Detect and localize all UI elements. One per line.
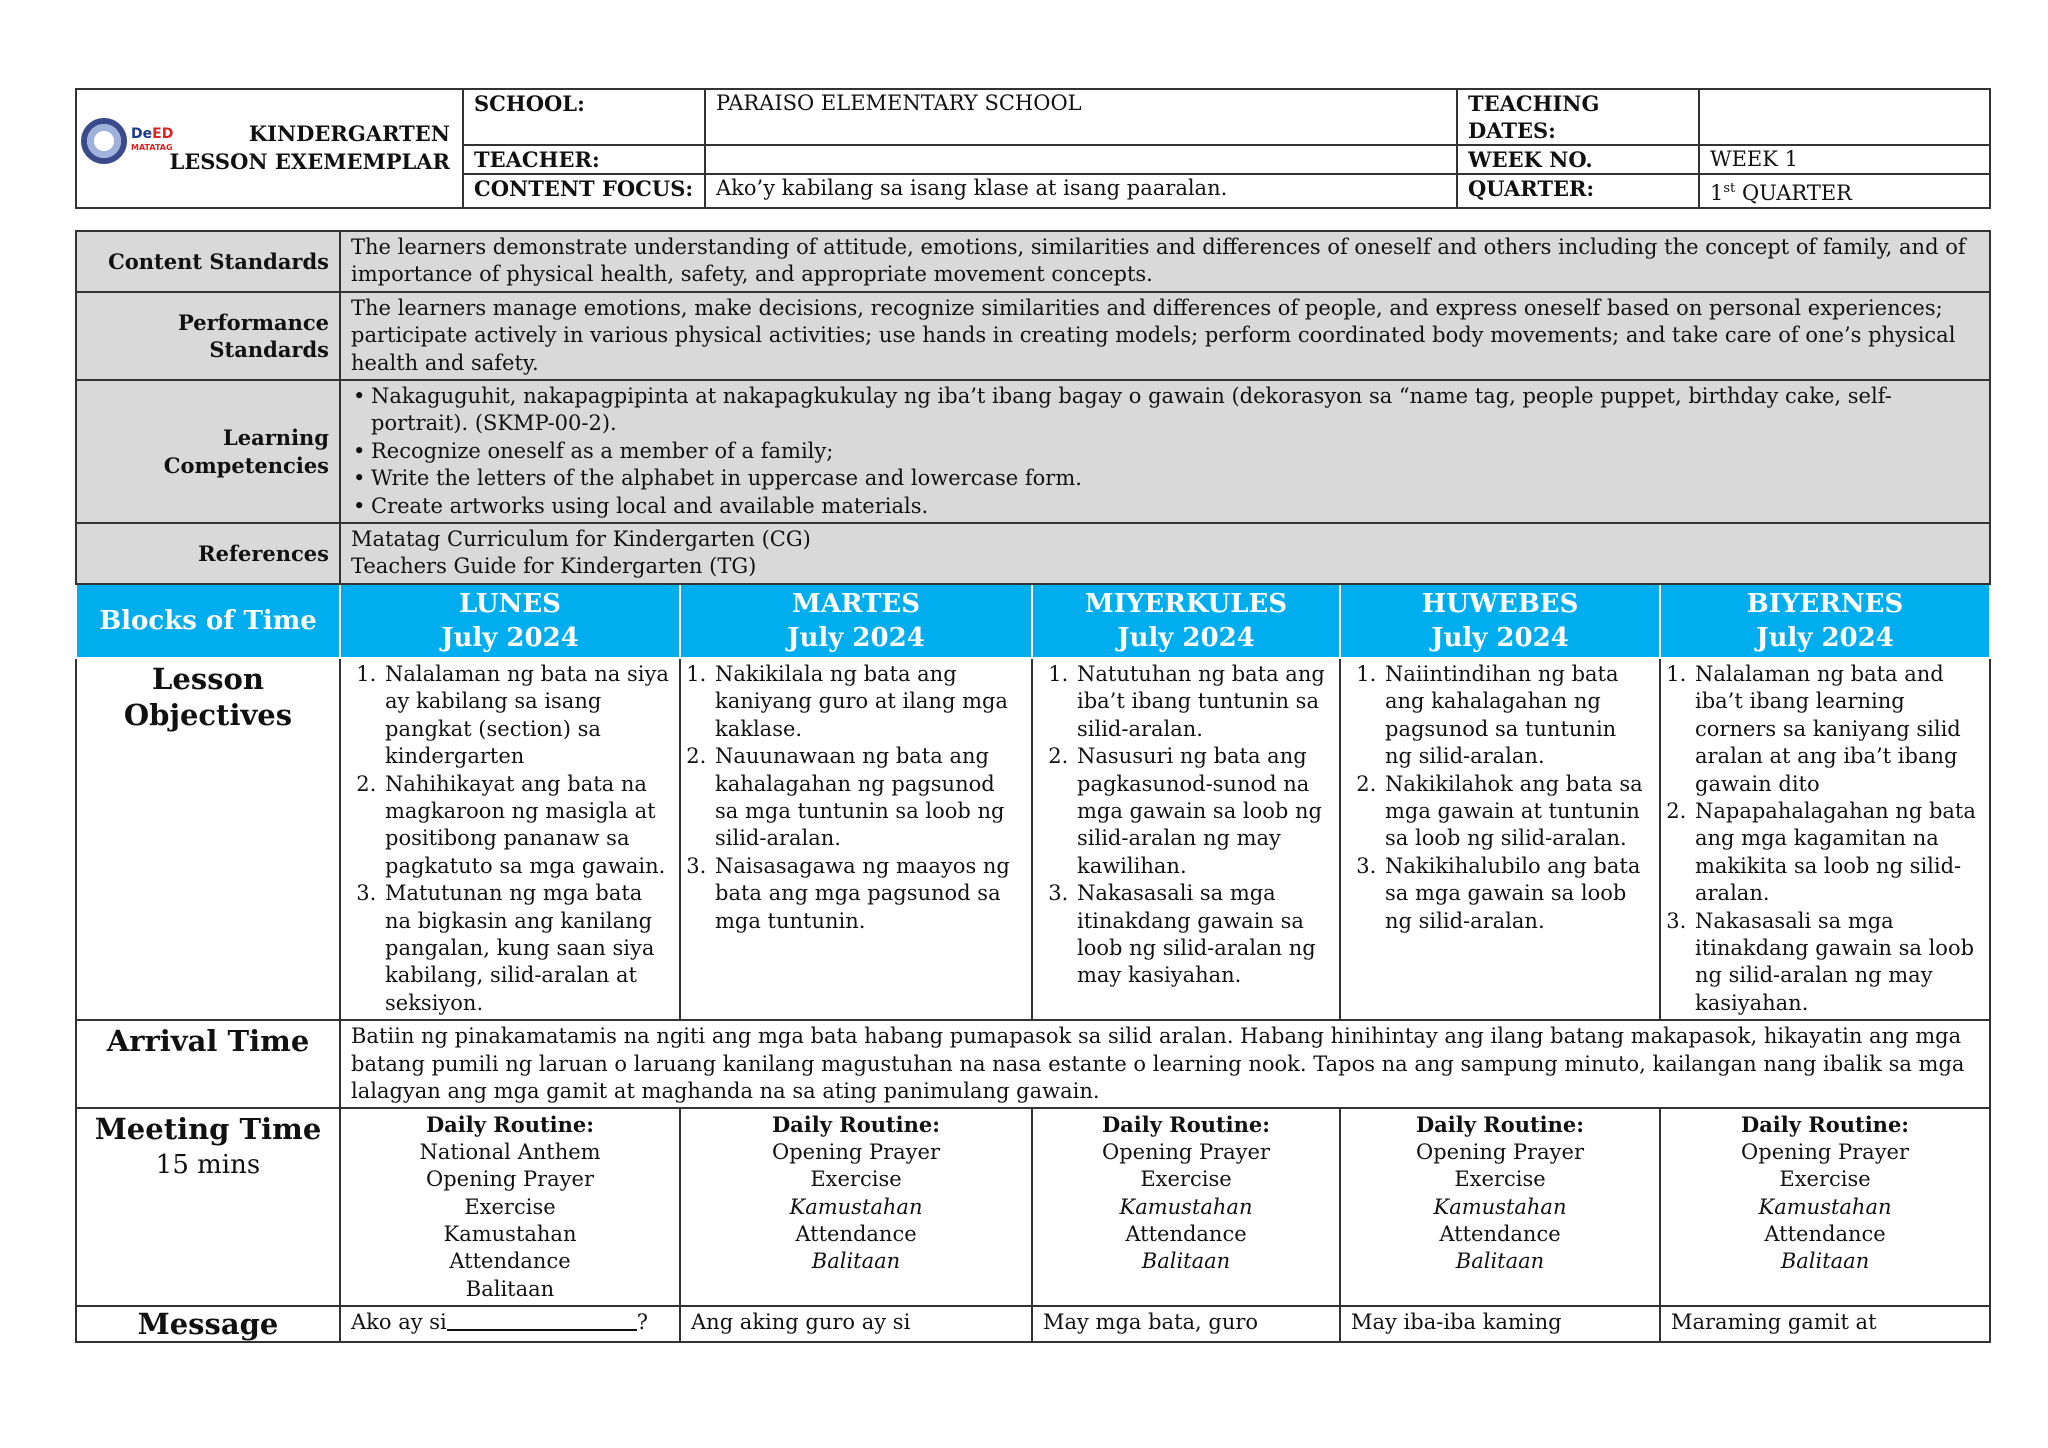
competency-item: • Create artworks using local and available materials. [371, 493, 1979, 520]
message-biyernes: Maraming gamit at [1660, 1306, 1990, 1342]
school-value: PARAISO ELEMENTARY SCHOOL [705, 89, 1457, 145]
message-miyerkules: May mga bata, guro [1032, 1306, 1340, 1342]
title-line-2: LESSON EXEMEMPLAR [169, 149, 450, 174]
objectives-biyernes: 1. Nalalaman ng bata and iba’t ibang learning corners sa kaniyang silid aralan at ang iba’t ibang gawain dito 2. Napapahalagahan ng bata ang mga kagamitan na makikita sa loob ng silid-aralan. 3. Nakasasali sa mga itinakdang gawain sa loob ng silid-aralan ng may kasiyahan. [1660, 658, 1990, 1020]
performance-standards-row [76, 292, 1990, 380]
logo-subtext: MATATAG [131, 143, 173, 152]
lesson-table [75, 230, 1991, 1343]
content-standards-row [76, 231, 1990, 292]
objectives-lunes: 1. Nalalaman ng bata na siya ay kabilang sa isang pangkat (section) sa kindergarten 2. Nahihikayat ang bata na magkaroon ng masigla at positibong pananaw sa pagkatuto sa mga gawain. 3. Matutunan ng mga bata na bigkasin ang kanilang pangalan, kung saan siya kabilang, silid-aralan at seksiyon. [340, 658, 680, 1020]
day-header-lunes: LUNES July 2024 [340, 584, 680, 658]
reference-item: Matatag Curriculum for Kindergarten (CG) [351, 527, 811, 552]
logo-text-de: De [131, 126, 153, 142]
message-martes: Ang aking guro ay si [680, 1306, 1032, 1342]
name-blank [447, 1309, 637, 1331]
school-label: SCHOOL: [463, 89, 705, 145]
competency-item: • Recognize oneself as a member of a family; [371, 438, 1979, 465]
deped-seal-icon [81, 118, 127, 164]
logo-title-cell [76, 89, 463, 208]
content-standards-label: Content Standards [76, 231, 340, 292]
message-lunes: Ako ay si ? [340, 1306, 680, 1342]
week-label: WEEK NO. [1457, 145, 1699, 174]
message-huwebes: May iba-iba kaming [1340, 1306, 1660, 1342]
day-header-row [76, 584, 1990, 658]
reference-item: Teachers Guide for Kindergarten (TG) [351, 554, 757, 579]
lesson-objectives-label: Lesson Objectives [76, 658, 340, 1020]
objectives-miyerkules: 1. Natutuhan ng bata ang iba’t ibang tuntunin sa silid-aralan. 2. Nasusuri ng bata ang pagkasunod-sunod na mga gawain sa loob ng silid-aralan ng may kawilihan. 3. Nakasasali sa mga itinakdang gawain sa loob ng silid-aralan ng may kasiyahan. [1032, 658, 1340, 1020]
content-focus-value: Ako’y kabilang sa isang klase at isang paaralan. [705, 174, 1457, 208]
teacher-value [705, 145, 1457, 174]
routine-lunes: Daily Routine: National Anthem Opening Prayer Exercise Kamustahan Attendance Balitaan [340, 1108, 680, 1306]
deped-logo [81, 118, 173, 164]
competency-item: • Nakaguguhit, nakapagpipinta at nakapagkukulay ng iba’t ibang bagay o gawain (dekorasyon sa “name tag, people puppet, birthday cake, self-portrait). (SKMP-00-2). [371, 383, 1979, 438]
day-header-biyernes: BIYERNES July 2024 [1660, 584, 1990, 658]
teaching-dates-value [1699, 89, 1990, 145]
header-table [75, 88, 1991, 209]
meeting-time-label: Meeting Time 15 mins [76, 1108, 340, 1306]
references-label: References [76, 523, 340, 584]
message-label: Message [76, 1306, 340, 1342]
meeting-duration: 15 mins [155, 1150, 261, 1181]
competency-item: • Write the letters of the alphabet in uppercase and lowercase form. [371, 465, 1979, 492]
learning-competencies-row [76, 380, 1990, 523]
routine-miyerkules: Daily Routine: Opening Prayer Exercise Kamustahan Attendance Balitaan [1032, 1108, 1340, 1306]
performance-standards-text: The learners manage emotions, make decisions, recognize similarities and differences of people, and express oneself based on personal experiences; participate actively in various physical activities; use hands in creating models; perform coordinated body movements; and take care of one’s physical health and safety. [340, 292, 1990, 380]
day-header-miyerkules: MIYERKULES July 2024 [1032, 584, 1340, 658]
learning-competencies-label: Learning Competencies [76, 380, 340, 523]
learning-competencies-list [340, 380, 1990, 523]
routine-huwebes: Daily Routine: Opening Prayer Exercise Kamustahan Attendance Balitaan [1340, 1108, 1660, 1306]
day-header-huwebes: HUWEBES July 2024 [1340, 584, 1660, 658]
day-header-martes: MARTES July 2024 [680, 584, 1032, 658]
objectives-huwebes: 1. Naiintindihan ng bata ang kahalagahan ng pagsunod sa tuntunin ng silid-aralan. 2. Nakikilahok ang bata sa mga gawain at tuntunin sa loob ng silid-aralan. 3. Nakikihalubilo ang bata sa mga gawain sa loob ng silid-aralan. [1340, 658, 1660, 1020]
meeting-time-row [76, 1108, 1990, 1306]
references-row [76, 523, 1990, 584]
routine-biyernes: Daily Routine: Opening Prayer Exercise Kamustahan Attendance Balitaan [1660, 1108, 1990, 1306]
teacher-label: TEACHER: [463, 145, 705, 174]
week-value: WEEK 1 [1699, 145, 1990, 174]
title-line-1: KINDERGARTEN [248, 121, 450, 146]
content-focus-label: CONTENT FOCUS: [463, 174, 705, 208]
arrival-time-label: Arrival Time [76, 1020, 340, 1108]
logo-text-ed: ED [152, 126, 174, 142]
quarter-value: 1st QUARTER [1699, 174, 1990, 208]
performance-standards-label: Performance Standards [76, 292, 340, 380]
blocks-of-time-label: Blocks of Time [76, 584, 340, 658]
document-title [169, 120, 450, 176]
teaching-dates-label: TEACHING DATES: [1457, 89, 1699, 145]
content-standards-text: The learners demonstrate understanding of attitude, emotions, similarities and differences of oneself and others including the concept of family, and of importance of physical health, safety, and appropriate movement concepts. [340, 231, 1990, 292]
arrival-time-text: Batiin ng pinakamatamis na ngiti ang mga bata habang pumapasok sa silid aralan. Habang hinihintay ang ilang batang makapasok, hikayatin ang mga batang pumili ng laruan o laruang kanilang magustuhan na nasa estante o learning nook. Tapos na ang sampung minuto, kailangan nang ibalik sa mga lalagyan ang mga gamit at maghanda na sa ating panimulang gawain. [340, 1020, 1990, 1108]
routine-martes: Daily Routine: Opening Prayer Exercise Kamustahan Attendance Balitaan [680, 1108, 1032, 1306]
objectives-martes: 1. Nakikilala ng bata ang kaniyang guro at ilang mga kaklase. 2. Nauunawaan ng bata ang kahalagahan ng pagsunod sa mga tuntunin sa loob ng silid-aralan. 3. Naisasagawa ng maayos ng bata ang mga pagsunod sa mga tuntunin. [680, 658, 1032, 1020]
quarter-label: QUARTER: [1457, 174, 1699, 208]
references-list [340, 523, 1990, 584]
message-row [76, 1306, 1990, 1342]
arrival-time-row [76, 1020, 1990, 1108]
lesson-objectives-row [76, 658, 1990, 1020]
